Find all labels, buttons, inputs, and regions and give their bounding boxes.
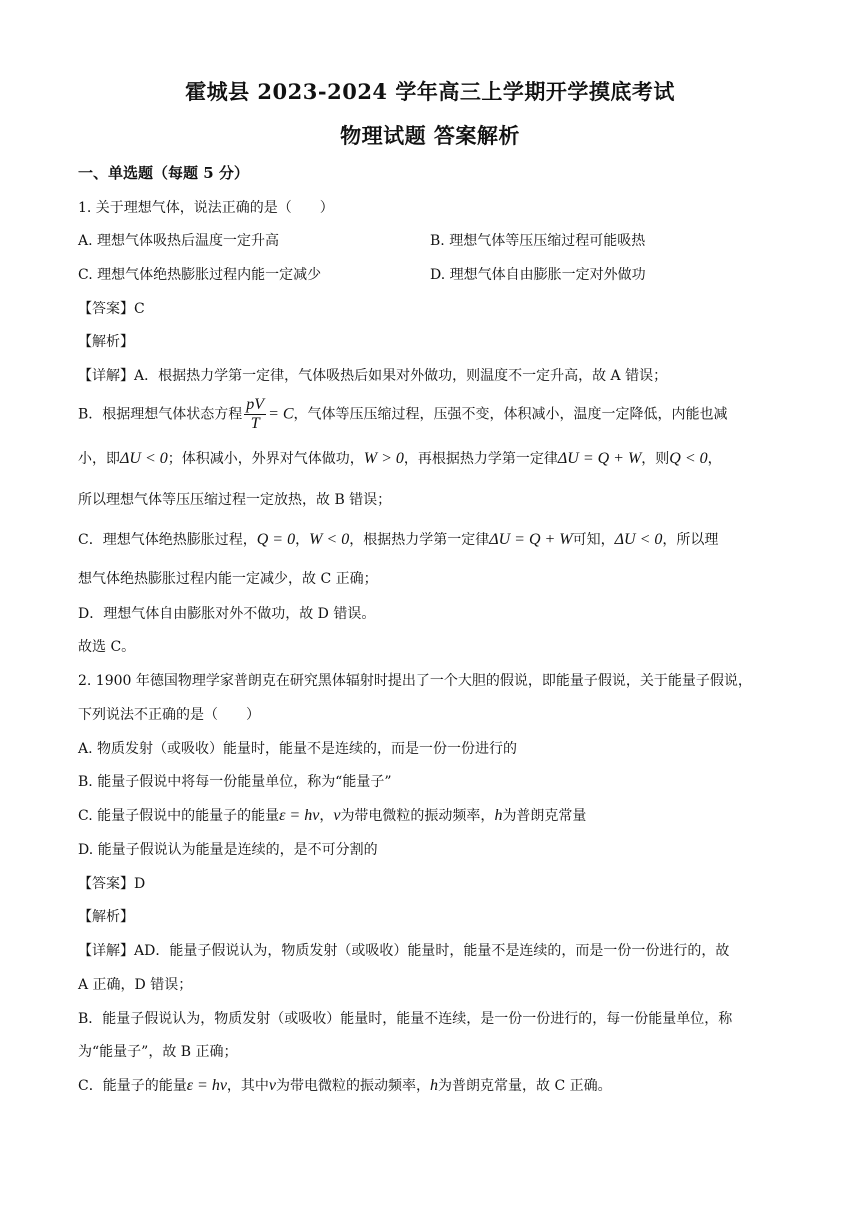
q2-answer: 【答案】D — [78, 876, 146, 892]
q1-detail-b-line3: 所以理想气体等压压缩过程一定放热，故 B 错误； — [78, 492, 392, 508]
math-expression: ΔU < 0 — [120, 450, 168, 467]
q2-detail-c — [78, 1076, 784, 1096]
text-span: C．理想气体绝热膨胀过程， — [78, 532, 257, 548]
text-span: ，其中 — [226, 1078, 269, 1094]
math-expression: ν — [268, 1077, 277, 1094]
q1-detail-a: 【详解】A．根据热力学第一定律，气体吸热后如果对外做功，则温度不一定升高，故 A 错误； — [78, 368, 668, 384]
text-span: 小，即 — [78, 451, 120, 467]
math-expression: Q = 0 — [256, 531, 296, 548]
q2-option-d: D. 能量子假说认为能量是连续的，是不可分割的 — [78, 842, 378, 858]
fraction-denominator: T — [250, 415, 260, 432]
math-expression: ΔU = Q + W — [489, 531, 573, 548]
q1-detail-c-line2: 想气体绝热膨胀过程内能一定减少，故 C 正确； — [78, 571, 378, 587]
q2-detail-b-line2: 为“能量子”，故 B 正确； — [78, 1044, 238, 1060]
document-subtitle: 物理试题 答案解析 — [340, 123, 520, 148]
q2-option-c — [78, 806, 784, 826]
fraction-numerator: pV — [246, 396, 265, 413]
math-expression: ΔU = Q + W — [557, 450, 642, 467]
math-expression: W < 0 — [309, 531, 350, 548]
text-span: 可知， — [572, 532, 615, 548]
q2-detail-ad-line1: 【详解】AD．能量子假说认为，物质发射（或吸收）能量时，能量不是连续的，而是一份一份进行的，故 — [78, 943, 730, 959]
text-span: B．根据理想气体状态方程 — [78, 406, 243, 423]
q1-option-a: A. 理想气体吸热后温度一定升高 — [78, 233, 280, 249]
math-expression: = C — [268, 405, 294, 423]
q2-option-a: A. 物质发射（或吸收）能量时，能量不是连续的，而是一份一份进行的 — [78, 741, 518, 757]
ideal-gas-fraction — [244, 396, 266, 433]
math-expression: ε = hν — [186, 1077, 227, 1094]
text-span: ，则 — [641, 451, 670, 467]
math-expression: h — [494, 807, 503, 824]
q1-conclusion: 故选 C。 — [78, 639, 136, 655]
text-span: C．能量子的能量 — [78, 1078, 187, 1094]
math-expression: Q < 0 — [669, 450, 708, 467]
text-span: ， — [319, 808, 334, 824]
text-span: ， — [707, 451, 722, 467]
text-span: ；体积减小，外界对气体做功， — [167, 451, 364, 467]
q1-option-d: D. 理想气体自由膨胀一定对外做功 — [430, 267, 646, 283]
text-span: ，气体等压压缩过程，压强不变，体积减小，温度一定降低，内能也减 — [293, 406, 728, 423]
q2-detail-ad-line2: A 正确，D 错误； — [78, 977, 193, 993]
q2-analysis-label: 【解析】 — [78, 909, 134, 925]
text-span: C. 能量子假说中的能量子的能量 — [78, 808, 280, 824]
text-span: ， — [295, 532, 310, 548]
text-span: ，再根据热力学第一定律 — [403, 451, 558, 467]
text-span: 为带电微粒的振动频率， — [276, 1078, 431, 1094]
q1-detail-b-line1 — [78, 396, 784, 433]
q1-answer: 【答案】C — [78, 301, 145, 317]
text-span: ，根据热力学第一定律 — [349, 532, 490, 548]
q2-detail-b-line1: B．能量子假说认为，物质发射（或吸收）能量时，能量不连续，是一份一份进行的，每一份能量单位，称 — [78, 1011, 733, 1027]
q1-detail-c-line1 — [78, 530, 784, 550]
q1-option-b: B. 理想气体等压压缩过程可能吸热 — [430, 233, 646, 249]
q1-stem: 1. 关于理想气体，说法正确的是（ ） — [78, 200, 334, 216]
q1-detail-b-line2 — [78, 449, 784, 469]
q1-detail-d: D．理想气体自由膨胀对外不做功，故 D 错误。 — [78, 606, 376, 622]
math-expression: h — [430, 1077, 439, 1094]
q2-stem-line2: 下列说法不正确的是（ ） — [78, 707, 260, 723]
math-expression: ν — [333, 807, 341, 824]
math-expression: W > 0 — [363, 450, 404, 467]
text-span: ，所以理 — [662, 532, 719, 548]
q2-option-b: B. 能量子假说中将每一份能量单位，称为“能量子” — [78, 774, 392, 790]
section-heading: 一、单选题（每题 5 分） — [78, 164, 249, 182]
text-span: 为带电微粒的振动频率， — [340, 808, 495, 824]
q2-stem-line1: 2. 1900 年德国物理学家普朗克在研究黑体辐射时提出了一个大胆的假说，即能量子假说，关于能量子假说， — [78, 673, 752, 689]
q1-analysis-label: 【解析】 — [78, 334, 134, 350]
math-expression: ΔU < 0 — [614, 531, 663, 548]
text-span: 为普朗克常量，故 C 正确。 — [438, 1078, 612, 1094]
q1-option-c: C. 理想气体绝热膨胀过程内能一定减少 — [78, 267, 322, 283]
text-span: 为普朗克常量 — [502, 808, 587, 824]
document-title: 霍城县 2023-2024 学年高三上学期开学摸底考试 — [185, 79, 675, 104]
math-expression: ε = hν — [279, 807, 320, 824]
